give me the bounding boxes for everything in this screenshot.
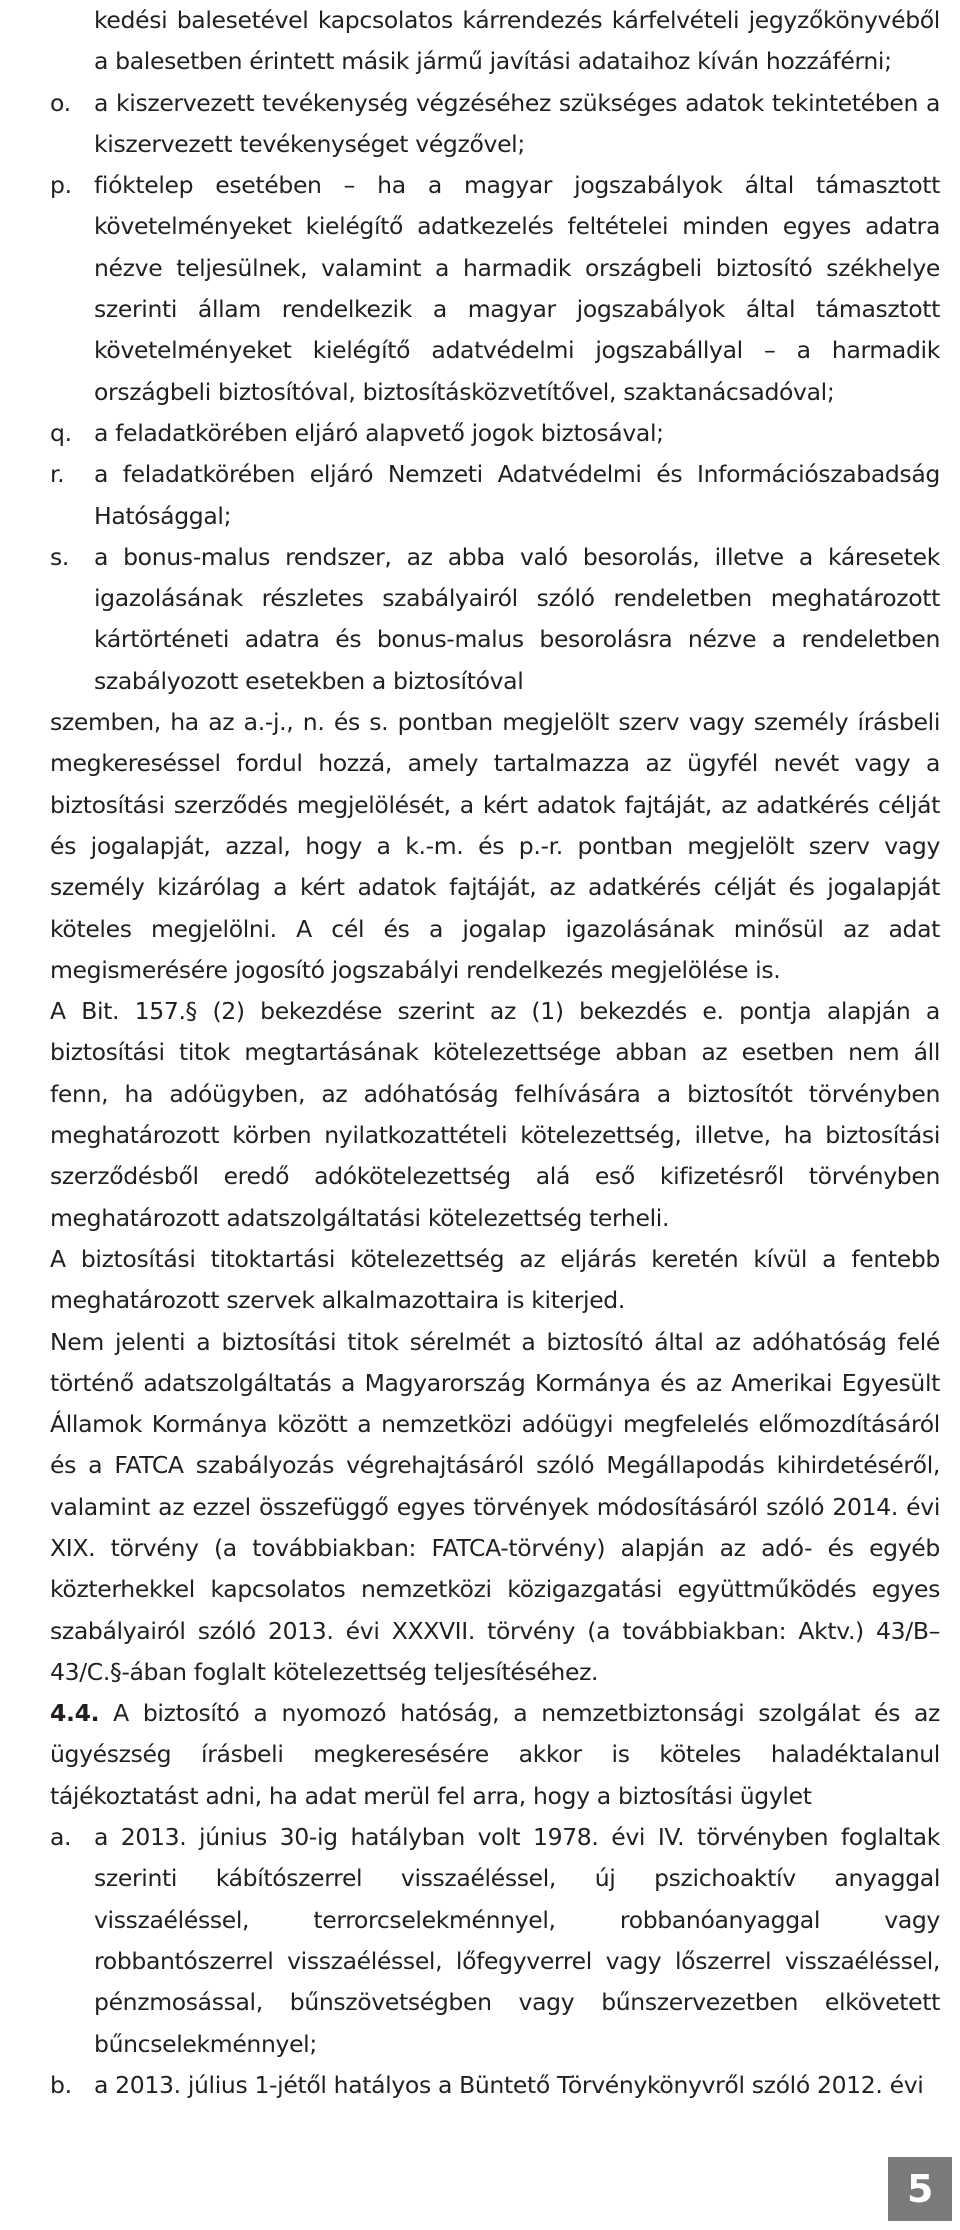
list-item-o [50, 83, 940, 166]
paragraph-text: A biztosító a nyomozó hatóság, a nemzetbiztonsági szolgálat és az ügyészség írásbeli megkeresésére akkor is köteles haladéktalanul tájékoztatást adni, ha adat merül fel arra, hogy a biztosítási ügylet [50, 1699, 941, 1810]
body-text [50, 0, 940, 2106]
paragraph-fatca [50, 1322, 940, 1694]
list-item-r [50, 454, 940, 537]
paragraph-request-requirements [50, 702, 940, 991]
list-item-b [50, 2065, 940, 2106]
list-marker: a. [50, 1823, 72, 1852]
page-number: 5 [888, 2157, 952, 2221]
section-number: 4.4. [50, 1699, 100, 1728]
list-item-text: kedési balesetével kapcsolatos kárrendezés kárfelvételi jegyzőkönyvéből a balesetben érintett másik jármű javítási adataihoz kíván hozzáférni; [94, 6, 940, 76]
list-item-text: a 2013. június 30-ig hatályban volt 1978. évi IV. törvényben foglaltak szerinti kábítószerrel visszaéléssel, új pszichoaktív anyaggal visszaéléssel, terrorcselekménnyel, robbanóanyaggal vagy robbantószerrel visszaéléssel, lőfegyverrel vagy lőszerrel visszaéléssel, pénzmosással, bűnszövetségben vagy bűnszervezetben elkövetett bűncselekménnyel; [94, 1823, 940, 2058]
paragraph-text: A biztosítási titoktartási kötelezettség az eljárás keretén kívül a fentebb meghatározott szervek alkalmazottaira is kiterjed. [50, 1244, 940, 1315]
paragraph-text: Nem jelenti a biztosítási titok sérelmét a biztosító által az adóhatóság felé történő adatszolgáltatás a Magyarország Kormánya és az Amerikai Egyesült Államok Kormánya között a nemzetközi adóügyi megfelelés előmozdításáról és a FATCA szabályozás végrehajtásáról szóló Megállapodás kihirdetéséről, valamint az ezzel összefüggő egyes törvények módosításáról szóló 2014. évi XIX. törvény (a továbbiakban: FATCA-törvény) alapján az adó- és egyéb közterhekkel kapcsolatos nemzetközi közigazgatási együttműködés egyes szabályairól szóló 2013. évi XXXVII. törvény (a továbbiakban: Aktv.) 43/B–43/C.§-ában foglalt kötelezettség teljesítéséhez. [50, 1327, 940, 1686]
list-item-text: a kiszervezett tevékenység végzéséhez szükséges adatok tekintetében a kiszervezett tevékenységet végzővel; [94, 88, 940, 158]
list-item-a [50, 1817, 940, 2065]
list-marker: o. [50, 88, 71, 117]
list-item-s [50, 537, 940, 702]
list-item-text: a feladatkörében eljáró alapvető jogok biztosával; [94, 418, 664, 447]
paragraph-section-4-4 [50, 1693, 940, 1817]
paragraph-text: A Bit. 157.§ (2) bekezdése szerint az (1) bekezdés e. pontja alapján a biztosítási titok megtartásának kötelezettsége abban az esetben nem áll fenn, ha adóügyben, az adóhatóság felhívására a biztosítót törvényben meghatározott körben nyilatkozattételi kötelezettség, illetve, ha biztosítási szerződésből eredő adókötelezettség alá eső kifizetésről törvényben meghatározott adatszolgáltatási kötelezettség terheli. [50, 997, 940, 1232]
list-marker: b. [50, 2070, 72, 2099]
list-item-text: a 2013. július 1-jétől hatályos a Büntető Törvénykönyvről szóló 2012. évi [94, 2070, 924, 2099]
paragraph-tax-exception [50, 991, 940, 1239]
list-item-q [50, 413, 940, 454]
list-item-text: a bonus-malus rendszer, az abba való besorolás, illetve a káresetek igazolásának részletes szabályairól szóló rendeletben meghatározott kártörténeti adatra és bonus-malus besorolásra nézve a rendeletben szabályozott esetekben a biztosítóval [94, 542, 940, 695]
list-marker: q. [50, 418, 72, 447]
list-item-text: a feladatkörében eljáró Nemzeti Adatvédelmi és Információszabadság Hatósággal; [94, 460, 940, 530]
paragraph-employees [50, 1239, 940, 1322]
list-marker: p. [50, 171, 72, 200]
list-item-p [50, 165, 940, 413]
list-marker: s. [50, 542, 70, 571]
paragraph-text: szemben, ha az a.-j., n. és s. pontban megjelölt szerv vagy személy írásbeli megkereséssel fordul hozzá, amely tartalmazza az ügyfél nevét vagy a biztosítási szerződés megjelölését, a kért adatok fajtáját, az adatkérés célját és jogalapját, azzal, hogy a k.-m. és p.-r. pontban megjelölt szerv vagy személy kizárólag a kért adatok fajtáját, az adatkérés célját és jogalapját köteles megjelölni. A cél és a jogalap igazolásának minősül az adat megismerésére jogosító jogszabályi rendelkezés megjelölése is. [50, 708, 940, 984]
list-item-continuation [50, 0, 940, 83]
list-marker: r. [50, 460, 65, 489]
list-item-text: fióktelep esetében – ha a magyar jogszabályok által támasztott követelményeket kielégítő adatkezelés feltételei minden egyes adatra nézve teljesülnek, valamint a harmadik országbeli biztosító székhelye szerinti állam rendelkezik a magyar jogszabályok által támasztott követelményeket kielégítő adatvédelmi jogszabállyal – a harmadik országbeli biztosítóval, biztosításközvetítővel, szaktanácsadóval; [94, 171, 940, 406]
